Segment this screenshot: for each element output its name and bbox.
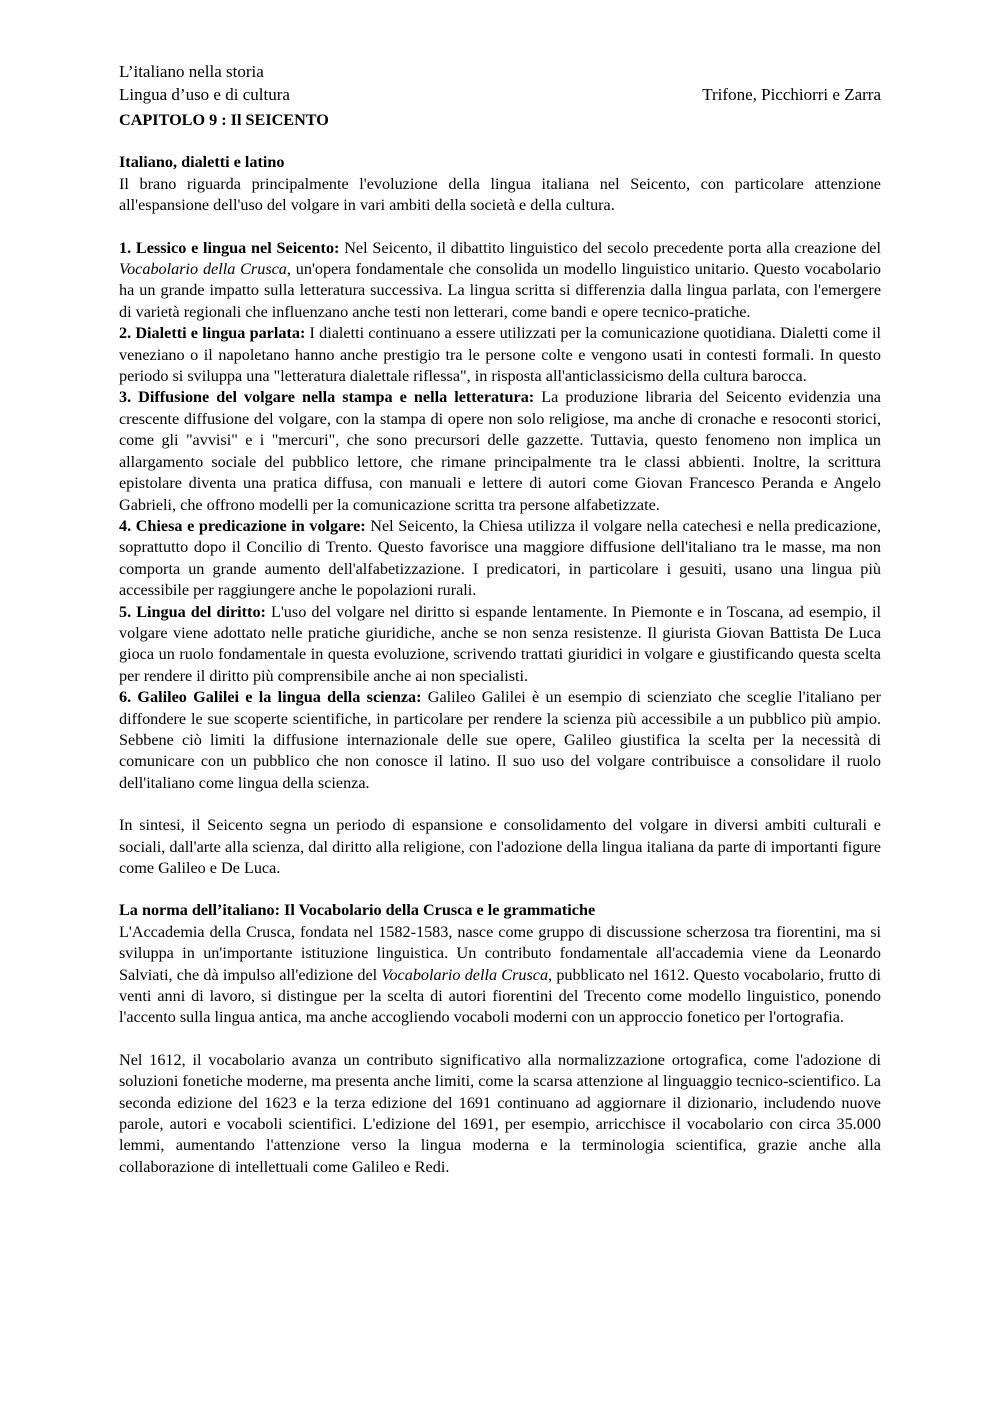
- section-1-title: Italiano, dialetti e latino: [119, 153, 285, 172]
- chapter-title: CAPITOLO 9 : Il SEICENTO: [119, 111, 329, 129]
- document-page: [119, 60, 881, 1178]
- header-book-title: L’italiano nella storia: [119, 62, 264, 81]
- point-2-text: I dialetti continuano a essere utilizzati per la comunicazione quotidiana. Dialetti come il veneziano o il napoletano hanno anche prestigio tra le persone colte e vengono usati in contesti formali. In questo periodo si sviluppa una "letteratura dialettale riflessa", in risposta all'anticlassicismo della cultura barocca.: [119, 324, 881, 386]
- point-2: [119, 323, 881, 387]
- header-row-1: [119, 60, 881, 83]
- point-1-text-b: , un'opera fondamentale che consolida un modello linguistico unitario. Questo vocabolario ha un grande impatto sulla letteratura successiva. La lingua scritta si differenzia dalla lingua parlata, con l'emergere di varietà regionali che influenzano anche testi non letterari, come bandi e opere tecnico-pratiche.: [119, 260, 881, 321]
- section-1-intro: Il brano riguarda principalmente l'evoluzione della lingua italiana nel Seicento, con particolare attenzione all'espansione dell'uso del volgare in vari ambiti della società e della cultura.: [119, 174, 881, 215]
- point-4-heading: 4. Chiesa e predicazione in volgare:: [119, 516, 366, 535]
- section-2-paragraph-1: [119, 922, 881, 1029]
- point-5-text: L'uso del volgare nel diritto si espande lentamente. In Piemonte e in Toscana, ad esempio, il volgare viene adottato nelle pratiche giuridiche, anche se non senza resistenze. Il giurista Giovan Battista De Luca gioca un ruolo fondamentale in questa evoluzione, scrivendo trattati giuridici in volgare e giustificando questa scelta per rendere il diritto più comprensibile anche ai non specialisti.: [119, 602, 881, 685]
- point-3: [119, 387, 881, 515]
- point-2-heading: 2. Dialetti e lingua parlata:: [119, 324, 306, 343]
- point-5-heading: 5. Lingua del diritto:: [119, 602, 266, 621]
- section-2-p1-text-b: , pubblicato nel 1612. Questo vocabolario, frutto di venti anni di lavoro, si distingue per la scelta di autori fiorentini del Trecento come modello linguistico, ponendo l'accento sulla lingua antica, ma anche accogliendo vocaboli moderni con un approccio fonetico per l'ortografia.: [119, 965, 881, 1027]
- header-authors: Trifone, Picchiorri e Zarra: [702, 85, 881, 104]
- point-5: [119, 602, 881, 688]
- section-2-p1-italic: Vocabolario della Crusca: [381, 965, 549, 984]
- header-book-subtitle: Lingua d’uso e di cultura: [119, 85, 290, 104]
- section-2-paragraph-2: Nel 1612, il vocabolario avanza un contributo significativo alla normalizzazione ortografica, come l'adozione di soluzioni fonetiche moderne, ma presenta anche limiti, come la scarsa attenzione al linguaggio tecnico-scientifico. La seconda edizione del 1623 e la terza edizione del 1691 continuano ad aggiornare il dizionario, includendo nuove parole, autori e vocaboli scientifici. L'edizione del 1691, per esempio, arricchisce il vocabolario con circa 35.000 lemmi, aumentando l'attenzione verso la lingua moderna e la terminologia scientifica, grazie anche alla collaborazione di intellettuali come Galileo e Redi.: [119, 1050, 881, 1176]
- point-3-heading: 3. Diffusione del volgare nella stampa e nella letteratura:: [119, 388, 535, 407]
- point-6-text: Galileo Galilei è un esempio di scienziato che sceglie l'italiano per diffondere le sue scoperte scientifiche, in particolare per rendere la scienza più accessibile a un pubblico più ampio. Sebbene ciò limiti la diffusione internazionale delle sue opere, Galileo giustifica la scelta per la necessità di comunicare con un pubblico che non conosce il latino. Il suo uso del volgare contribuisce a consolidare il ruolo dell'italiano come lingua della scienza.: [119, 688, 881, 792]
- section-2-title: La norma dell’italiano: Il Vocabolario della Crusca e le grammatiche: [119, 901, 596, 920]
- point-6-heading: 6. Galileo Galilei e la lingua della scienza:: [119, 688, 422, 707]
- section-1-summary: In sintesi, il Seicento segna un periodo di espansione e consolidamento del volgare in diversi ambiti culturali e sociali, dall'arte alla scienza, dal diritto alla religione, con l'adozione della lingua italiana da parte di importanti figure come Galileo e De Luca.: [119, 816, 881, 877]
- point-6: [119, 687, 881, 794]
- point-1: [119, 238, 881, 324]
- section-2-p1-text-a: L'Accademia della Crusca, fondata nel 1582-1583, nasce come gruppo di discussione scherzosa tra fiorentini, ma si sviluppa in un'importante istituzione linguistica. Un contributo fondamentale all'accademia viene da Leonardo Salviati, che dà impulso all'edizione del: [119, 922, 881, 984]
- point-4: [119, 516, 881, 602]
- point-1-text-a: Nel Seicento, il dibattito linguistico del secolo precedente porta alla creazione del: [339, 238, 881, 257]
- point-1-heading: 1. Lessico e lingua nel Seicento:: [119, 238, 340, 257]
- header-row-2: [119, 83, 881, 106]
- point-1-italic: Vocabolario della Crusca: [119, 260, 287, 279]
- point-4-text: Nel Seicento, la Chiesa utilizza il volgare nella catechesi e nella predicazione, soprattutto dopo il Concilio di Trento. Questo favorisce una maggiore diffusione dell'italiano tra le masse, ma non comporta un grande aumento dell'alfabetizzazione. I predicatori, in particolare i gesuiti, usano una lingua più accessibile per raggiungere anche le popolazioni rurali.: [119, 516, 881, 600]
- point-3-text: La produzione libraria del Seicento evidenzia una crescente diffusione del volgare, con la stampa di opere non solo religiose, ma anche di cronache e resoconti storici, come gli "avvisi" e i "mercuri", che sono precursori delle gazzette. Tuttavia, questo fenomeno non implica un allargamento sociale del pubblico lettore, che rimane principalmente tra le classi abbienti. Inoltre, la scrittura epistolare diventa una pratica diffusa, con manuali e lettere di autori come Giovan Francesco Peranda e Angelo Gabrieli, che offrono modelli per la comunicazione scritta tra persone alfabetizzate.: [119, 388, 881, 514]
